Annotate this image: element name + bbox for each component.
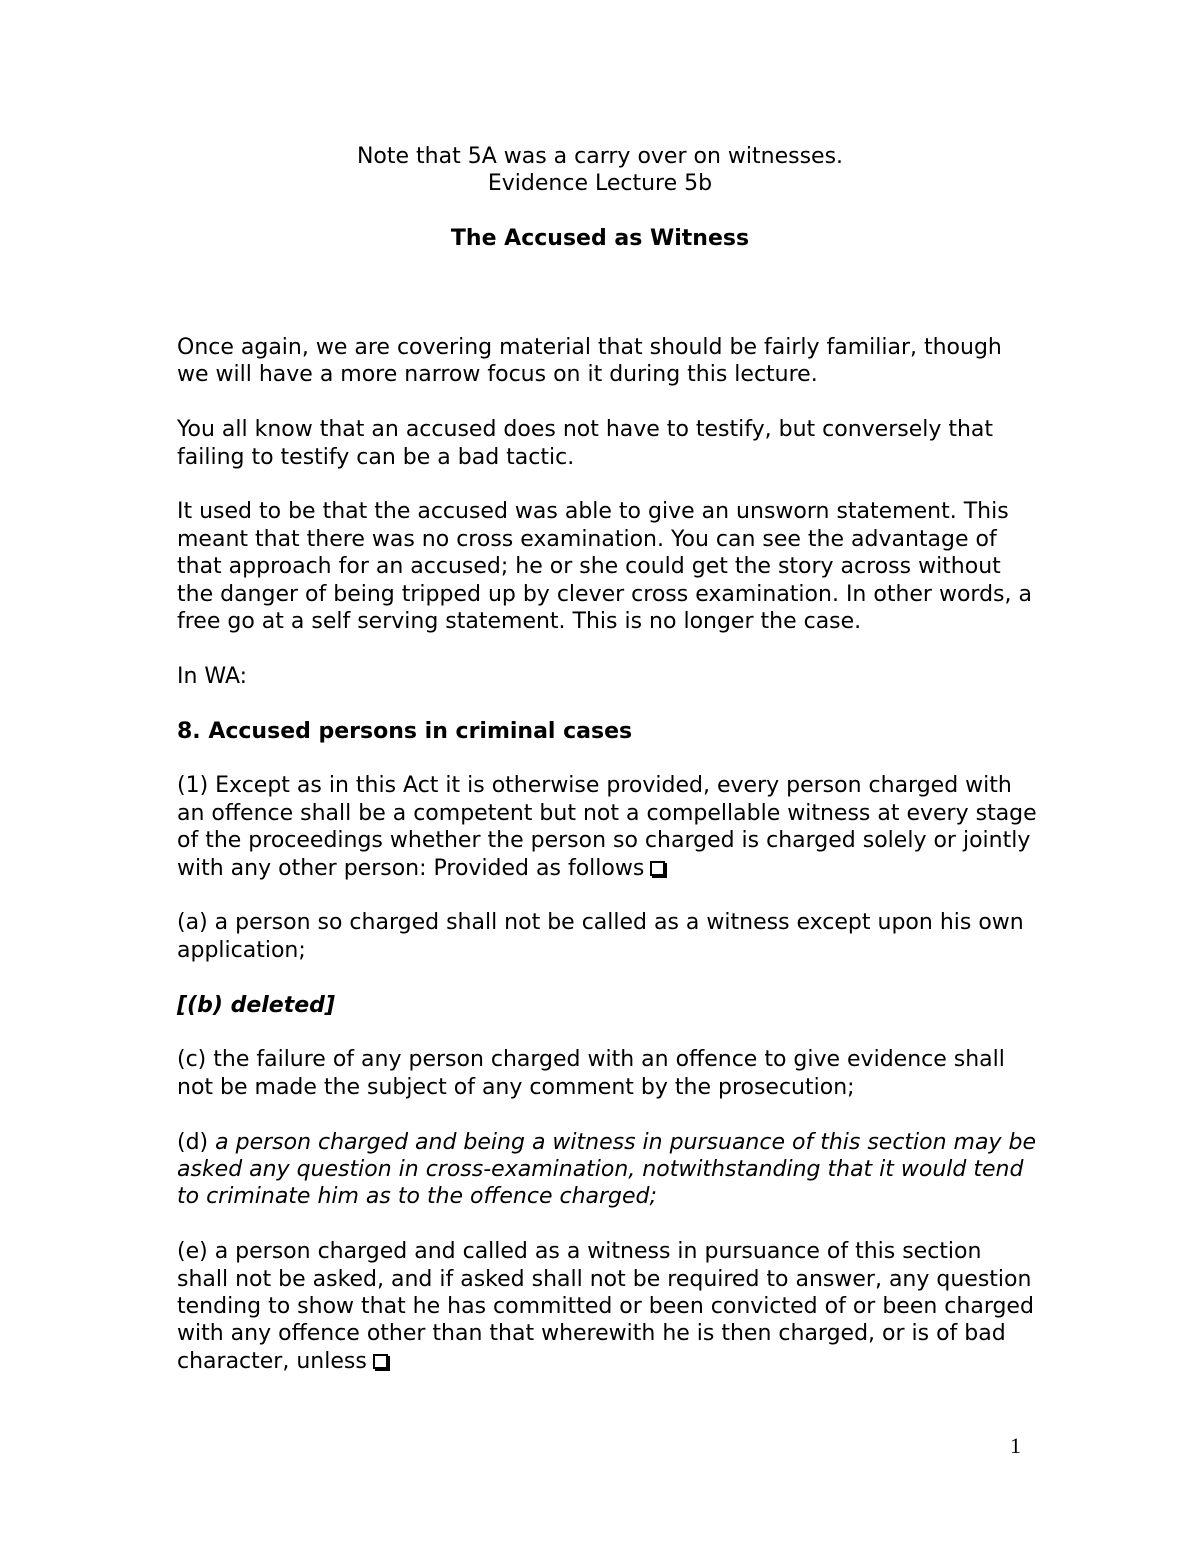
subsection-d-label: (d) xyxy=(177,1129,209,1155)
subsection-e xyxy=(177,1238,1037,1375)
checkbox-glyph-icon xyxy=(373,1354,388,1369)
document-title: The Accused as Witness xyxy=(450,226,750,251)
subsection-1 xyxy=(177,772,1037,882)
subsection-b: [(b) deleted] xyxy=(177,992,335,1018)
section-heading: 8. Accused persons in criminal cases xyxy=(177,718,633,744)
header-note: Note that 5A was a carry over on witnesses. xyxy=(356,144,844,169)
subsection-d xyxy=(177,1129,1037,1211)
subsection-c: (c) the failure of any person charged with an offence to give evidence shall not be made the subject of any comment by the prosecution; xyxy=(177,1047,1005,1100)
paragraph-unsworn: It used to be that the accused was able to give an unsworn statement. This meant that there was no cross examination. You can see the advantage of that approach for an accused; he or she could get the story across without the danger of being tripped up by clever cross examination. In other words, a free go at a self serving statement. This is no longer the case. xyxy=(177,499,1032,635)
document-body xyxy=(177,334,1037,1403)
subsection-1-text: (1) Except as in this Act it is otherwise provided, every person charged with an offence shall be a competent but not a compellable witness at every stage of the proceedings whether the person so charged is charged solely or jointly with any other person: Provided as follows xyxy=(177,773,1037,881)
subsection-d-text: a person charged and being a witness in pursuance of this section may be asked any question in cross-examination, notwithstanding that it would tend to criminate him as to the offence charged; xyxy=(177,1129,1036,1210)
paragraph-intro: Once again, we are covering material that should be fairly familiar, though we will have a more narrow focus on it during this lecture. xyxy=(177,335,1002,388)
subsection-a: (a) a person so charged shall not be called as a witness except upon his own application; xyxy=(177,910,1024,963)
header-lecture: Evidence Lecture 5b xyxy=(487,171,713,196)
paragraph-wa: In WA: xyxy=(177,663,248,689)
page-number: 1 xyxy=(1010,1433,1021,1458)
checkbox-glyph-icon xyxy=(650,861,665,876)
subsection-e-text: (e) a person charged and called as a witness in pursuance of this section shall not be asked, and if asked shall not be required to answer, any question tending to show that he has committed or been convicted of or been charged with any offence other than that wherewith he is then charged, or is of bad character, unless xyxy=(177,1239,1034,1374)
paragraph-testify: You all know that an accused does not have to testify, but conversely that failing to testify can be a bad tactic. xyxy=(177,417,994,470)
